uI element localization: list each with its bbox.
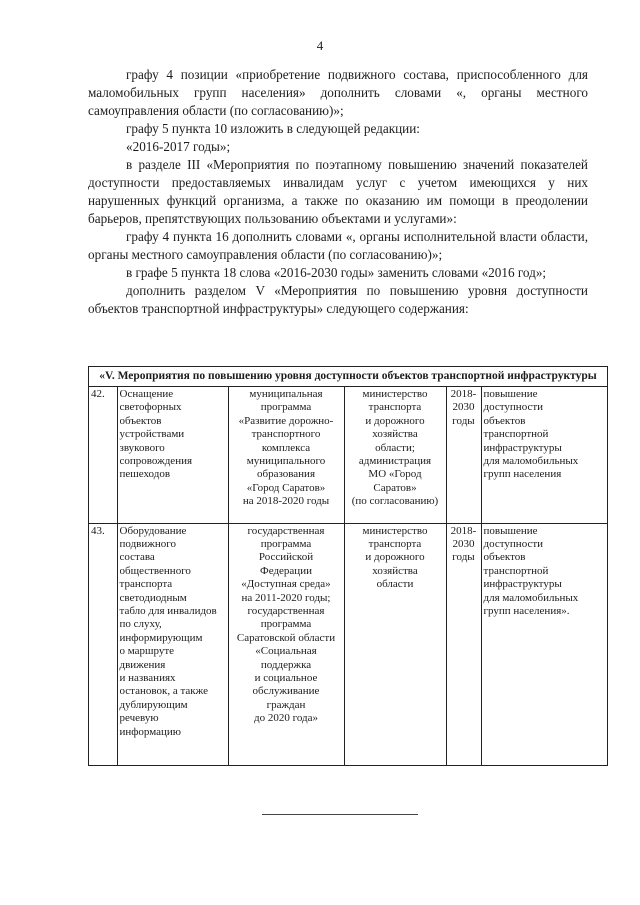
row-number: 42. xyxy=(89,387,117,523)
program-cell: государственная программа Российской Федерации «Доступная среда» на 2011-2020 годы; государственная программа Саратовской области «Социальная поддержка и социальное обслуживание граждан до 2020 года» xyxy=(228,523,344,765)
paragraph-7: дополнить разделом V «Мероприятия по повышению уровня доступности объектов транспортной инфраструктуры» следующего содержания: xyxy=(88,283,588,316)
measure-cell: Оснащение светофорных объектов устройствами звукового сопровождения пешеходов xyxy=(117,387,228,523)
paragraph-2: графу 5 пункта 10 изложить в следующей редакции: xyxy=(126,121,420,136)
period-cell: 2018- 2030 годы xyxy=(446,523,481,765)
paragraph-5: графу 4 пункта 16 дополнить словами «, органы исполнительной власти области, органы местного самоуправления области (по согласованию)»; xyxy=(88,229,588,262)
table-row xyxy=(89,387,607,523)
paragraph-6: в графе 5 пункта 18 слова «2016-2030 годы» заменить словами «2016 год»; xyxy=(126,265,547,280)
table-row xyxy=(89,523,607,765)
executor-cell: министерство транспорта и дорожного хозяйства области xyxy=(344,523,446,765)
measure-cell: Оборудование подвижного состава общественного транспорта светодиодным табло для инвалидов по слуху, информирующим о маршруте движения и названиях остановок, а также дублирующим речевую информацию xyxy=(117,523,228,765)
measures-table xyxy=(88,366,608,766)
paragraph-1: графу 4 позиции «приобретение подвижного состава, приспособленного для маломобильных групп населения» дополнить словами «, органы местного самоуправления области (по согласованию)»; xyxy=(88,67,588,118)
row-number: 43. xyxy=(89,523,117,765)
period-cell: 2018- 2030 годы xyxy=(446,387,481,523)
paragraph-3: «2016-2017 годы»; xyxy=(126,139,231,154)
result-cell: повышение доступности объектов транспортной инфраструктуры для маломобильных групп населения xyxy=(481,387,607,523)
body-text xyxy=(88,66,588,318)
executor-cell: министерство транспорта и дорожного хозяйства области; администрация МО «Город Саратов» (по согласованию) xyxy=(344,387,446,523)
paragraph-4: в разделе III «Мероприятия по поэтапному повышению значений показателей доступности предоставляемых инвалидам услуг с учетом имеющихся у них нарушенных функций организма, а также по оказанию им помощи в преодолении барьеров, препятствующих пользованию объектами и услугами»: xyxy=(88,157,588,226)
separator-line xyxy=(262,814,418,815)
program-cell: муниципальная программа «Развитие дорожно- транспортного комплекса муниципального образования «Город Саратов» на 2018-2020 годы xyxy=(228,387,344,523)
measures-grid xyxy=(89,387,607,765)
result-cell: повышение доступности объектов транспортной инфраструктуры для маломобильных групп населения». xyxy=(481,523,607,765)
table-section-title: «V. Мероприятия по повышению уровня доступности объектов транспортной инфраструктуры xyxy=(89,367,607,387)
page-number: 4 xyxy=(316,38,324,53)
